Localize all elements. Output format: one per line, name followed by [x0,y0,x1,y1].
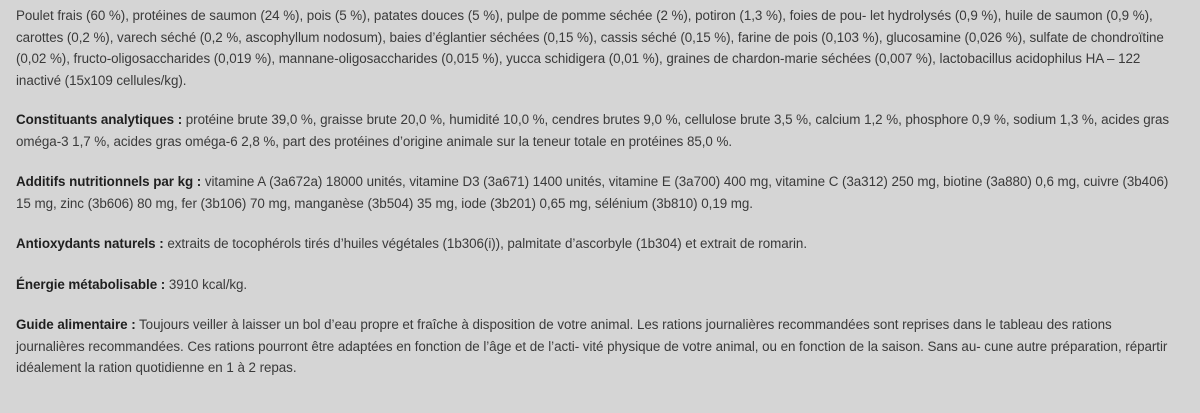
energy-label: Énergie métabolisable : [16,276,166,292]
feeding-guide-label: Guide alimentaire : [16,317,136,332]
antioxidants-text: extraits de tocophérols tirés d’huiles végétales (1b306(i)), palmitate d’ascorbyle (1b304) et extrait de romarin. [163,236,807,251]
additives-text: vitamine A (3a672a) 18000 unités, vitamine D3 (3a671) 1400 unités, vitamine E (3a700) 400 mg, vitamine C (3a312) 250 mg, biotine (3a880) 0,6 mg, cuivre (3b406) 15 mg, zinc (3b606) 80 mg, fer (3b106) 70 mg, manganèse (3b504) 35 mg, iode (3b201) 0,65 mg, sélénium (3b810) 0,19 mg. [16,174,1169,211]
feeding-guide-text: Toujours veiller à laisser un bol d’eau propre et fraîche à disposition de votre animal. Les rations journalières recommandées sont reprises dans le tableau des rations journalières recommandées. Ces rations pourront être adaptées en fonction de l’âge et de l’acti- vité physique de votre animal, ou en fonction de la saison. Sans au- cune autre préparation, répartir idéalement la ration quotidienne en 1 à 2 repas. [16,317,1168,375]
energy-text: 3910 kcal/kg. [165,276,248,292]
ingredients-paragraph [16,5,1176,91]
antioxidants-paragraph [16,233,1176,255]
antioxidants-label: Antioxydants naturels : [16,236,164,251]
constituents-label: Constituants analytiques : [16,112,183,127]
additives-label: Additifs nutritionnels par kg : [16,174,202,189]
feeding-guide-paragraph [16,314,1176,379]
constituents-paragraph [16,109,1176,152]
energy-paragraph [16,274,1176,296]
ingredients-text: Poulet frais (60 %), protéines de saumon (24 %), pois (5 %), patates douces (5 %), pulpe de pomme séchée (2 %), potiron (1,3 %), foies de pou- let hydrolysés (0,9 %), huile de saumon (0,9 %), carottes (0,2 %), varech séché (0,2 %, ascophyllum nodosum), baies d’églantier séchées (0,15 %), cassis séché (0,15 %), farine de pois (0,103 %), glucosamine (0,026 %), sulfate de chondroïtine (0,02 %), fructo-oligosaccharides (0,019 %), mannane-oligosaccharides (0,015 %), yucca schidigera (0,01 %), graines de chardon-marie séchées (0,007 %), lactobacillus acidophilus HA – 122 inactivé (15x109 cellules/kg). [16,8,1164,88]
additives-paragraph [16,171,1176,214]
constituents-text: protéine brute 39,0 %, graisse brute 20,0 %, humidité 10,0 %, cendres brutes 9,0 %, cellulose brute 3,5 %, calcium 1,2 %, phosphore 0,9 %, sodium 1,3 %, acides gras oméga-3 1,7 %, acides gras oméga-6 2,8 %, part des protéines d’origine animale sur la teneur totale en protéines 85,0 %. [16,112,1170,149]
